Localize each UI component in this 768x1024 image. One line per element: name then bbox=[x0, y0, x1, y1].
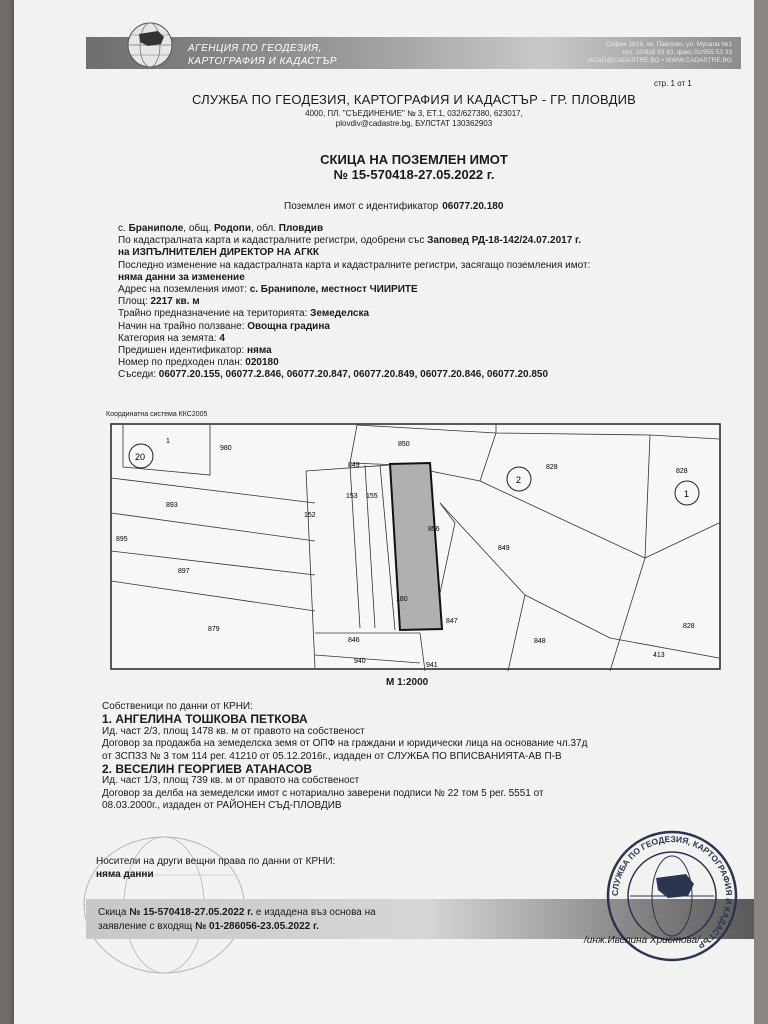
plan-label: 153 bbox=[346, 493, 358, 500]
plan-label: 847 bbox=[446, 618, 458, 625]
footer-issue-note: Скица № 15-570418-27.05.2022 г. е издадена въз основа на заявление с входящ № 01-286056-23.05.2022 г. bbox=[98, 907, 376, 932]
plan-label: 828 bbox=[546, 464, 558, 471]
plan-label: 850 bbox=[398, 441, 410, 448]
plan-label: 856 bbox=[428, 526, 440, 533]
plan-label: 897 bbox=[178, 568, 190, 575]
plan-label: 941 bbox=[426, 662, 438, 669]
plan-label: 180 bbox=[396, 596, 408, 603]
plan-label: 413 bbox=[653, 652, 665, 659]
plan-label: 152 bbox=[304, 512, 316, 519]
plan-label: 1 bbox=[684, 489, 690, 499]
plan-label: 940 bbox=[354, 658, 366, 665]
agency-name: АГЕНЦИЯ ПО ГЕОДЕЗИЯ, КАРТОГРАФИЯ И КАДАСТЪР bbox=[188, 43, 338, 67]
service-title: СЛУЖБА ПО ГЕОДЕЗИЯ, КАРТОГРАФИЯ И КАДАСТЪР - ГР. ПЛОВДИВ bbox=[191, 92, 637, 107]
owner-1-name: 1. АНГЕЛИНА ТОШКОВА ПЕТКОВА bbox=[102, 712, 308, 727]
cadastral-plan bbox=[110, 423, 721, 673]
plan-label: 155 bbox=[366, 493, 378, 500]
owners-section: Собственици по данни от КРНИ: 1. АНГЕЛИНА ТОШКОВА ПЕТКОВА Ид. част 2/3, площ 1478 кв. м от правото на собственост Договор за продажба на земеделска земя от ОПФ на граждани и юридически лица на основание чл.37д от ЗСПЗЗ № 3 том 114 рег. 41210 от 05.12.2016г., издаден от СЛУЖБА ПО ВПИСВАНИЯТА-АВ П-В 2. ВЕСЕЛИН ГЕОРГИЕВ АТАНАСОВ Ид. част 1/3, площ 739 кв. м от правото на собственост Договор за делба на земеделски имот с нотариално заверени подписи № 22 том 5 рег. 5551 от 08.03.2000г., издаден от РАЙОНЕН СЪД-ПЛОВДИВ bbox=[102, 701, 742, 813]
plan-scale: М 1:2000 bbox=[386, 677, 429, 688]
plan-label: 848 bbox=[534, 638, 546, 645]
inspector-signature: /инж.Ивелина Христова/ bbox=[584, 935, 700, 946]
plan-label: 2 bbox=[516, 475, 522, 485]
plan-label: 1 bbox=[166, 438, 170, 445]
plan-label: 846 bbox=[348, 637, 360, 644]
plan-label: 849 bbox=[498, 545, 510, 552]
plan-label: 20 bbox=[135, 452, 146, 462]
plan-label: 980 bbox=[220, 445, 232, 452]
property-info: с. Браниполе, общ. Родопи, обл. Пловдив По кадастралната карта и кадастралните регистри, одобрени със Заповед РД-18-142/24.07.2017 г. на ИЗПЪЛНИТЕЛЕН ДИРЕКТОР НА АГКК Последно изменение на кадастралната карта и кадастралните регистри, засягащо поземления имот: няма данни за изменение Адрес на поземления имот: с. Браниполе, местност ЧИИРИТЕ Площ: 2217 кв. м Трайно предназначение на територията: Земеделска Начин на трайно ползване: Овощна градина Категория на земята: 4 Предишен идентификатор: няма Номер по предходен план: 020180 Съседи: 06077.20.155, 06077.2.846, 06077.20.847, 06077.20.849, 06077.20.846, 06077.20.850 bbox=[118, 223, 591, 381]
plan-label: 828 bbox=[676, 468, 688, 475]
plan-label: 849 bbox=[348, 462, 360, 469]
agency-globe-logo bbox=[120, 20, 180, 70]
document-title: СКИЦА НА ПОЗЕМЛЕН ИМОТ № 15-570418-27.05.2022 г. bbox=[320, 152, 508, 182]
document-page bbox=[14, 0, 760, 1024]
coordinate-system: Координатна система ККС2005 bbox=[106, 411, 208, 418]
owner-2-name: 2. ВЕСЕЛИН ГЕОРГИЕВ АТАНАСОВ bbox=[102, 762, 313, 777]
svg-text:СЛУЖБА ПО ГЕОДЕЗИЯ, КАРТОГРАФИ: СЛУЖБА ПО ГЕОДЕЗИЯ, КАРТОГРАФИЯ И КАДАСТЪР bbox=[609, 833, 735, 951]
scan-background-edge bbox=[754, 0, 768, 1024]
owners-heading: Собственици по данни от КРНИ: bbox=[102, 701, 253, 712]
plan-label: 879 bbox=[208, 626, 220, 633]
plan-label: 828 bbox=[683, 623, 695, 630]
service-address: 4000, ПЛ. "СЪЕДИНЕНИЕ" № 3, ЕТ.1, 032/627380, 623017, plovdiv@cadastre.bg, БУЛСТАТ 130362903 bbox=[305, 109, 523, 128]
plan-label: 893 bbox=[166, 502, 178, 509]
property-identifier: Поземлен имот с идентификатор 06077.20.180 bbox=[284, 201, 504, 212]
plan-label: 895 bbox=[116, 536, 128, 543]
agency-address: София 1618, кв. Павлово, ул. Мусала №1 тел. 02/818 83 83, факс 02/955 53 33 ACAD@CADASTRE.BG • WWW.CADASTRE.BG bbox=[588, 41, 732, 64]
page-number: стр. 1 от 1 bbox=[654, 79, 692, 88]
other-rights: Носители на други вещни права по данни от КРНИ: няма данни bbox=[96, 856, 336, 880]
